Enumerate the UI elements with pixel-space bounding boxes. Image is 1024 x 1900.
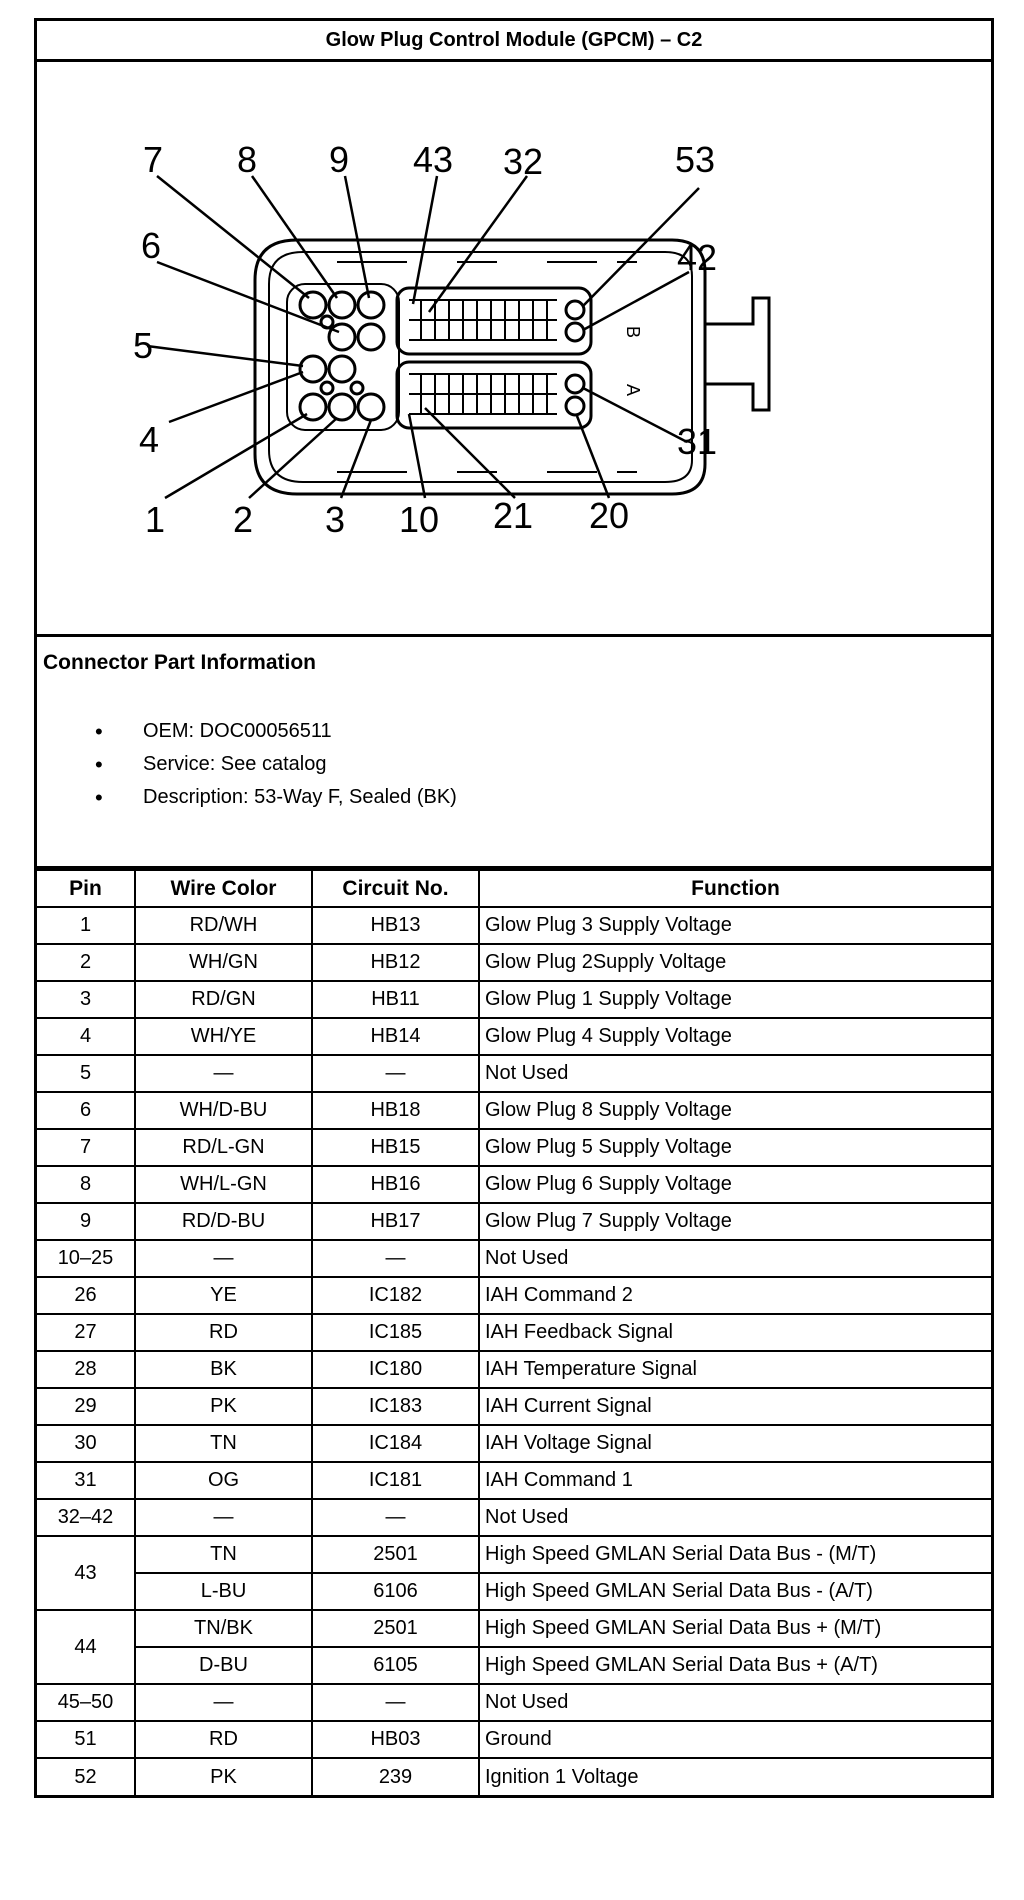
pin-label-6: 6: [141, 225, 162, 266]
cell-function: IAH Command 1: [479, 1462, 991, 1499]
cell-circuit-no: HB18: [312, 1092, 479, 1129]
cell-wire-color: BK: [135, 1351, 312, 1388]
cell-wire-color: WH/YE: [135, 1018, 312, 1055]
cell-wire-color: RD/WH: [135, 907, 312, 944]
cell-function: IAH Command 2: [479, 1277, 991, 1314]
cell-pin: 32–42: [37, 1499, 135, 1536]
cell-function: High Speed GMLAN Serial Data Bus - (M/T): [479, 1536, 991, 1573]
cell-function: Glow Plug 2Supply Voltage: [479, 944, 991, 981]
pin-label-32: 32: [503, 141, 544, 182]
pin-label-1: 1: [145, 499, 166, 540]
cell-pin: 31: [37, 1462, 135, 1499]
cell-pin: 44: [37, 1610, 135, 1684]
cell-pin: 8: [37, 1166, 135, 1203]
cell-function: Ignition 1 Voltage: [479, 1758, 991, 1795]
side-marker-a: A: [623, 384, 643, 397]
cell-wire-color: RD: [135, 1314, 312, 1351]
table-row: [37, 1277, 991, 1314]
small-pin: [351, 382, 363, 394]
pin-53: [566, 301, 584, 319]
cell-function: High Speed GMLAN Serial Data Bus + (A/T): [479, 1647, 991, 1684]
cell-pin: 4: [37, 1018, 135, 1055]
cell-wire-color: WH/GN: [135, 944, 312, 981]
cell-circuit-no: HB15: [312, 1129, 479, 1166]
header-pin: Pin: [37, 870, 135, 907]
cell-function: Glow Plug 7 Supply Voltage: [479, 1203, 991, 1240]
cell-pin: 27: [37, 1314, 135, 1351]
cell-circuit-no: 6106: [312, 1573, 479, 1610]
side-marker-b: B: [623, 326, 643, 339]
pin-label-43: 43: [413, 139, 454, 180]
pin-label-4: 4: [139, 419, 160, 460]
cell-function: Glow Plug 5 Supply Voltage: [479, 1129, 991, 1166]
cell-wire-color: —: [135, 1684, 312, 1721]
pin-label-5: 5: [133, 325, 154, 366]
table-row: [37, 1240, 991, 1277]
cell-wire-color: TN/BK: [135, 1610, 312, 1647]
pin-3: [358, 394, 384, 420]
pin-9: [358, 292, 384, 318]
pinout-rows: [37, 907, 991, 1795]
pin-2: [329, 394, 355, 420]
cell-wire-color: YE: [135, 1277, 312, 1314]
cell-function: Not Used: [479, 1055, 991, 1092]
cell-circuit-no: 2501: [312, 1536, 479, 1573]
cell-pin: 30: [37, 1425, 135, 1462]
table-row: [37, 1388, 991, 1425]
connector-info-description: • Description: 53-Way F, Sealed (BK): [143, 781, 985, 814]
cell-circuit-no: IC183: [312, 1388, 479, 1425]
cell-function: Glow Plug 4 Supply Voltage: [479, 1018, 991, 1055]
cell-circuit-no: —: [312, 1055, 479, 1092]
pin-42: [566, 323, 584, 341]
table-row: [37, 1129, 991, 1166]
cell-pin: 29: [37, 1388, 135, 1425]
cell-pin: 26: [37, 1277, 135, 1314]
table-row: [37, 1610, 991, 1647]
pin-label-20: 20: [589, 495, 630, 536]
end-terminals: [566, 301, 584, 415]
cell-function: IAH Voltage Signal: [479, 1425, 991, 1462]
connector-diagram: [37, 62, 991, 637]
pin-label-21: 21: [493, 495, 534, 536]
table-row: [37, 944, 991, 981]
connector-info-service: • Service: See catalog: [143, 748, 985, 781]
cell-pin: 6: [37, 1092, 135, 1129]
table-row: [37, 1351, 991, 1388]
pin-6: [329, 324, 355, 350]
cell-wire-color: RD/D-BU: [135, 1203, 312, 1240]
header-wire-color: Wire Color: [135, 870, 312, 907]
cell-wire-color: PK: [135, 1758, 312, 1795]
connector-drawing: [37, 62, 991, 634]
pin-7: [300, 292, 326, 318]
cell-function: Glow Plug 1 Supply Voltage: [479, 981, 991, 1018]
cell-circuit-no: HB17: [312, 1203, 479, 1240]
cell-pin: 5: [37, 1055, 135, 1092]
cell-circuit-no: HB14: [312, 1018, 479, 1055]
cell-function: IAH Temperature Signal: [479, 1351, 991, 1388]
table-header-row: [37, 870, 991, 907]
page-title: Glow Plug Control Module (GPCM) – C2: [37, 21, 991, 62]
cell-pin: 1: [37, 907, 135, 944]
pin-label-3: 3: [325, 499, 346, 540]
cell-function: Glow Plug 6 Supply Voltage: [479, 1166, 991, 1203]
connector-info-heading: Connector Part Information: [43, 651, 317, 674]
connector-sheet: [34, 18, 994, 1798]
cell-pin: 43: [37, 1536, 135, 1610]
pinout-table: [37, 869, 991, 1795]
table-row: [37, 1018, 991, 1055]
cell-wire-color: D-BU: [135, 1647, 312, 1684]
cell-circuit-no: IC184: [312, 1425, 479, 1462]
cell-pin: 52: [37, 1758, 135, 1795]
cell-wire-color: TN: [135, 1536, 312, 1573]
cell-wire-color: WH/L-GN: [135, 1166, 312, 1203]
table-row: [37, 1647, 991, 1684]
table-row: [37, 1092, 991, 1129]
cell-circuit-no: IC181: [312, 1462, 479, 1499]
cell-pin: 2: [37, 944, 135, 981]
connector-info-list: [43, 715, 985, 814]
cell-circuit-no: —: [312, 1499, 479, 1536]
table-row: [37, 1721, 991, 1758]
cell-wire-color: —: [135, 1055, 312, 1092]
cell-circuit-no: —: [312, 1240, 479, 1277]
pin-label-53: 53: [675, 139, 716, 180]
table-row: [37, 907, 991, 944]
cell-circuit-no: IC182: [312, 1277, 479, 1314]
cell-wire-color: RD/GN: [135, 981, 312, 1018]
large-pins: [300, 292, 384, 420]
pin-31: [566, 375, 584, 393]
pin-label-10: 10: [399, 499, 440, 540]
cell-circuit-no: IC185: [312, 1314, 479, 1351]
cell-pin: 9: [37, 1203, 135, 1240]
cell-circuit-no: HB16: [312, 1166, 479, 1203]
cell-wire-color: WH/D-BU: [135, 1092, 312, 1129]
pin-20: [566, 397, 584, 415]
cell-wire-color: OG: [135, 1462, 312, 1499]
table-row: [37, 1462, 991, 1499]
pin-label-2: 2: [233, 499, 254, 540]
cell-pin: 3: [37, 981, 135, 1018]
cell-wire-color: —: [135, 1499, 312, 1536]
table-row: [37, 1314, 991, 1351]
cell-circuit-no: HB11: [312, 981, 479, 1018]
table-row: [37, 1425, 991, 1462]
cell-circuit-no: 2501: [312, 1610, 479, 1647]
table-row: [37, 981, 991, 1018]
cell-pin: 10–25: [37, 1240, 135, 1277]
table-row: [37, 1203, 991, 1240]
cell-circuit-no: IC180: [312, 1351, 479, 1388]
cell-function: High Speed GMLAN Serial Data Bus + (M/T): [479, 1610, 991, 1647]
cell-pin: 45–50: [37, 1684, 135, 1721]
cell-function: Glow Plug 8 Supply Voltage: [479, 1092, 991, 1129]
cell-wire-color: RD/L-GN: [135, 1129, 312, 1166]
cell-wire-color: PK: [135, 1388, 312, 1425]
cell-wire-color: TN: [135, 1425, 312, 1462]
cell-circuit-no: HB13: [312, 907, 479, 944]
cell-function: Ground: [479, 1721, 991, 1758]
pin-5: [300, 356, 326, 382]
table-row: [37, 1166, 991, 1203]
cell-circuit-no: HB03: [312, 1721, 479, 1758]
cell-pin: 51: [37, 1721, 135, 1758]
cell-wire-color: RD: [135, 1721, 312, 1758]
cell-pin: 7: [37, 1129, 135, 1166]
cell-function: IAH Feedback Signal: [479, 1314, 991, 1351]
table-row: [37, 1758, 991, 1795]
table-row: [37, 1684, 991, 1721]
cell-function: Not Used: [479, 1499, 991, 1536]
pin-label-8: 8: [237, 139, 258, 180]
leader-lines: [147, 176, 699, 498]
cell-circuit-no: 6105: [312, 1647, 479, 1684]
small-pin: [321, 382, 333, 394]
pin-6b: [358, 324, 384, 350]
cell-function: Not Used: [479, 1684, 991, 1721]
header-function: Function: [479, 870, 991, 907]
cell-wire-color: L-BU: [135, 1573, 312, 1610]
cell-pin: 28: [37, 1351, 135, 1388]
terminal-grids: [409, 300, 557, 414]
cell-function: IAH Current Signal: [479, 1388, 991, 1425]
cell-function: Not Used: [479, 1240, 991, 1277]
pin-label-9: 9: [329, 139, 350, 180]
table-row: [37, 1536, 991, 1573]
cell-circuit-no: 239: [312, 1758, 479, 1795]
latch: [705, 298, 769, 410]
table-row: [37, 1499, 991, 1536]
table-row: [37, 1055, 991, 1092]
cell-circuit-no: HB12: [312, 944, 479, 981]
pin-8: [329, 292, 355, 318]
pin-5b: [329, 356, 355, 382]
header-circuit-no: Circuit No.: [312, 870, 479, 907]
cell-circuit-no: —: [312, 1684, 479, 1721]
cell-wire-color: —: [135, 1240, 312, 1277]
connector-info-oem: • OEM: DOC00056511: [143, 715, 985, 748]
pin-label-31: 31: [677, 421, 718, 462]
cell-function: Glow Plug 3 Supply Voltage: [479, 907, 991, 944]
pin-label-42: 42: [677, 237, 718, 278]
pin-label-7: 7: [143, 139, 164, 180]
cell-function: High Speed GMLAN Serial Data Bus - (A/T): [479, 1573, 991, 1610]
connector-part-information: [37, 651, 991, 869]
table-row: [37, 1573, 991, 1610]
